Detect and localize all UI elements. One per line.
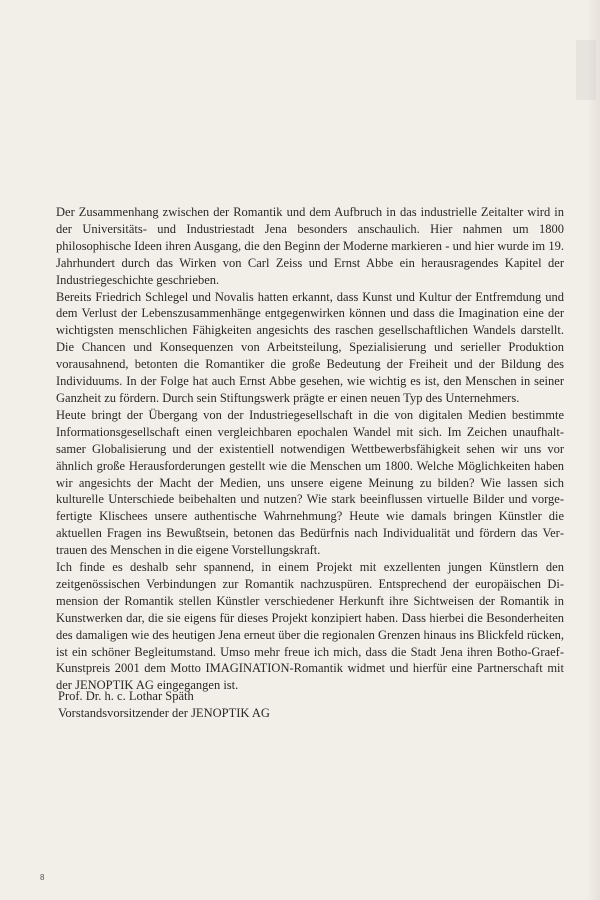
signature-title: Vorstandsvorsitzender der JENOPTIK AG xyxy=(58,706,270,720)
body-text xyxy=(56,204,564,694)
show-through-mark xyxy=(576,40,596,100)
paragraph-2: Bereits Friedrich Schlegel und Novalis hatten erkannt, dass Kunst und Kultur der Entfremdung und dem Verlust der Lebenszusammenhänge entgegenwirken können und dass die Imagination eine der wichtigsten menschlichen Fähigkeiten angesichts des raschen gesellschaftlichen Wandels darstellt. Die Chancen und Konsequenzen von Arbeitsteilung, Spezialisierung und serieller Produktion vorausahnend, betonten die Romantiker die große Bedeutung der Freiheit und der Bildung des Individuums. In der Folge hat auch Ernst Abbe gesehen, wie wichtig es ist, den Menschen in seiner Ganzheit zu fördern. Durch sein Stiftungswerk prägte er einen neuen Typ des Unternehmers. xyxy=(56,289,564,405)
paragraph-4: Ich finde es deshalb sehr spannend, in einem Projekt mit exzellenten jungen Künstlern den zeitgenössischen Verbindungen zur Romantik nachzuspüren. Entsprechend der europäischen Dimension der Romantik stellen Künstler verschiedener Herkunft ihre Sichtweisen der Romantik in Kunstwerken dar, die sie eigens für dieses Projekt konzipiert haben. Dass hierbei die Besonderheiten des damaligen wie des heutigen Jena erneut über die regionalen Grenzen hinaus ins Blickfeld rücken, ist ein schöner Begleitumstand. Umso mehr freue ich mich, dass die Stadt Jena ihren Botho-Graef-Kunstpreis 2001 dem Motto IMAGINATION-Romantik widmet und hierfür eine Partnerschaft mit der JENOPTIK AG eingegangen ist. xyxy=(56,560,564,693)
paragraph-3: Heute bringt der Übergang von der Industriegesellschaft in die von digitalen Medien bestimmte Informationsgesellschaft einen vergleichbaren epochalen Wandel mit sich. Im Zeichen unaufhaltsamer Globalisierung und der existentiell notwendigen Wettbewerbsfähigkeit sehen wir uns vor ähnlich große Herausforderungen gestellt wie die Menschen um 1800. Welche Möglichkeiten haben wir angesichts der Macht der Medien, uns unsere eigene Meinung zu bilden? Wie lassen sich kulturelle Unterschiede beibehalten und nutzen? Wie stark beeinflussen virtuelle Bilder und vorgefertigte Klischees unsere authentische Wahrnehmung? Heute wie damals bringen Künstler die aktuellen Fragen ins Bewußtsein, betonen das Bedürfnis nach Individualität und fördern das Vertrauen des Menschen in die eigene Vorstellungskraft. xyxy=(56,407,564,558)
signature-block xyxy=(58,688,458,722)
page-edge-shadow xyxy=(586,0,600,900)
page-number: 8 xyxy=(40,873,45,882)
signature-name: Prof. Dr. h. c. Lothar Späth xyxy=(58,689,194,703)
paragraph-1: Der Zusammenhang zwischen der Romantik und dem Aufbruch in das industrielle Zeitalter wird in der Universitäts- und Industriestadt Jena besonders anschaulich. Hier nahmen um 1800 philosophische Ideen ihren Ausgang, die den Beginn der Moderne markieren - und hier wurde im 19. Jahrhundert durch das Wirken von Carl Zeiss und Ernst Abbe ein herausragendes Kapitel der Industriegeschichte geschrieben. xyxy=(56,205,564,287)
